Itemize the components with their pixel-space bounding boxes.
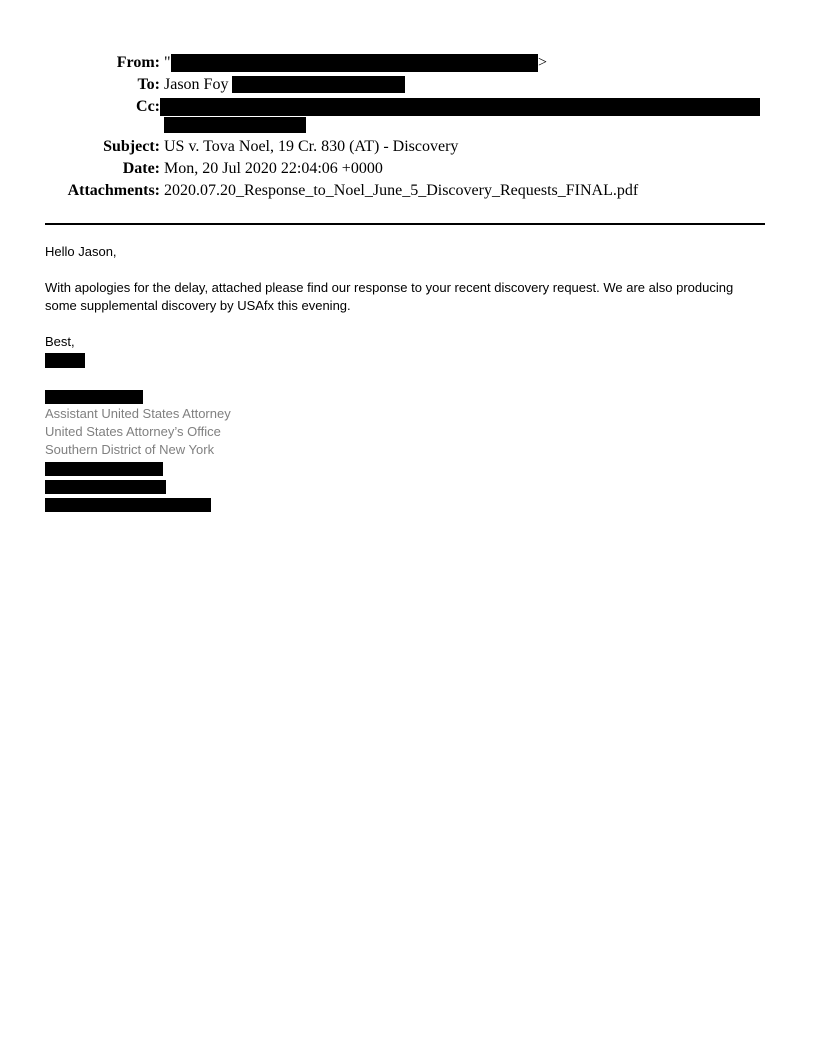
subject-row <box>0 136 816 158</box>
closing: Best, <box>45 334 75 349</box>
greeting: Hello Jason, <box>45 244 117 259</box>
signature-title: Assistant United States Attorney <box>45 406 231 421</box>
to-label: To: <box>137 76 160 93</box>
subject-value: US v. Tova Noel, 19 Cr. 830 (AT) - Discovery <box>164 138 459 155</box>
to-row <box>0 74 816 96</box>
from-value-prefix: " <box>164 54 171 71</box>
signature-redaction-1 <box>45 462 163 476</box>
signature-redaction-3 <box>45 498 211 512</box>
to-redaction <box>232 76 405 93</box>
body-paragraph-line2: some supplemental discovery by USAfx this evening. <box>45 298 351 313</box>
attachments-value: 2020.07.20_Response_to_Noel_June_5_Discovery_Requests_FINAL.pdf <box>164 182 639 199</box>
attachments-row <box>0 180 816 202</box>
signature-office: United States Attorney’s Office <box>45 424 221 439</box>
header-divider <box>45 223 765 225</box>
date-label: Date: <box>122 160 160 177</box>
from-value-suffix: > <box>538 54 548 71</box>
cc-redaction-line2 <box>164 117 306 133</box>
signature-name-redaction <box>45 390 143 404</box>
date-value: Mon, 20 Jul 2020 22:04:06 +0000 <box>164 160 383 177</box>
sender-name-redaction <box>45 353 85 368</box>
signature-district: Southern District of New York <box>45 442 215 457</box>
cc-redaction-line1 <box>160 98 760 116</box>
body-paragraph-line1: With apologies for the delay, attached please find our response to your recent discovery request. We are also producing <box>45 280 734 295</box>
from-redaction <box>171 54 538 72</box>
from-label: From: <box>116 54 160 71</box>
date-row <box>0 158 816 180</box>
to-value: Jason Foy <box>164 76 229 93</box>
attachments-label: Attachments: <box>67 182 160 199</box>
subject-label: Subject: <box>103 138 160 155</box>
signature-redaction-2 <box>45 480 166 494</box>
cc-label: Cc: <box>136 98 160 115</box>
